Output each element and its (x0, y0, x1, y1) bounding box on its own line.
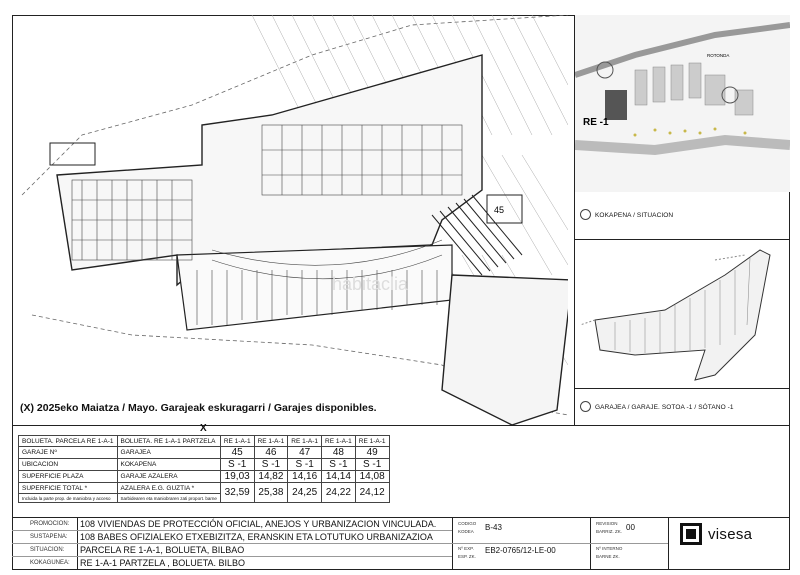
kokagunea-value: RE 1-A-1 PARTZELA , BOLUETA. BILBO (80, 558, 246, 568)
selected-mark: X (200, 423, 207, 434)
header-cell: RE 1-A-1 (254, 436, 288, 447)
situation-caption: KOKAPENA / SITUACION (595, 212, 674, 219)
header-cell: RE 1-A-1 (220, 436, 254, 447)
table-cell: 46 (254, 447, 288, 459)
table-cell: 45 (220, 447, 254, 459)
garage-key-plan (575, 240, 790, 388)
title-block-rule (12, 543, 452, 544)
row-label-es: SUPERFICIE TOTAL * (19, 483, 118, 494)
table-cell: S -1 (355, 459, 389, 471)
table-cell: 24,12 (355, 483, 389, 503)
watermark: habitaclia (332, 274, 409, 294)
barriz-label: BARRIZ. ZK. (596, 529, 623, 534)
row-label-es: GARAJE Nº (19, 447, 118, 459)
kokagunea-label: KOKAGUNEA: (30, 560, 70, 566)
row-label-es: UBICACION (19, 459, 118, 471)
exp-value: EB2-0765/12-LE-00 (485, 546, 556, 555)
situation-map (575, 15, 790, 192)
title-block-rule (12, 556, 452, 557)
table-cell: 24,25 (288, 483, 322, 503)
table-cell: 48 (322, 447, 356, 459)
garage-floor-plan (12, 15, 568, 425)
table-cell: 49 (355, 447, 389, 459)
table-cell: S -1 (220, 459, 254, 471)
kodea-label: KODEA (458, 529, 474, 534)
row-label-eu: GARAJE AZALERA (117, 471, 220, 483)
garage-caption: GARAJEA / GARAJE. SOTOA -1 / SÓTANO -1 (595, 404, 734, 411)
title-block-rule (452, 543, 668, 544)
table-cell: S -1 (254, 459, 288, 471)
plan-bottom-divider (12, 425, 790, 426)
note-es: Incluida la parte prop. de maniobra y acceso (19, 494, 118, 503)
table-cell: 14,08 (355, 471, 389, 483)
codigo-label: CODIGO (458, 521, 477, 526)
barne-label: BARNE ZK. (596, 554, 620, 559)
title-block-rule (12, 530, 452, 531)
row-label-eu: AZALERA E.G. GUZTIA * (117, 483, 220, 494)
interno-label: Nº INTERNO (596, 546, 623, 551)
table-cell: 14,16 (288, 471, 322, 483)
revision-value: 00 (626, 523, 635, 532)
situacion-value: PARCELA RE 1-A-1, BOLUETA, BILBAO (80, 545, 245, 555)
table-row (19, 459, 390, 471)
brand-name: visesa (708, 526, 753, 543)
codigo-value: B-43 (485, 523, 502, 532)
header-cell: BOLUETA. PARCELA RE 1-A-1 (19, 436, 118, 447)
table-cell: 25,38 (254, 483, 288, 503)
re-1-label: RE -1 (583, 117, 609, 128)
table-row (19, 471, 390, 483)
promocion-label: PROMOCION: (30, 521, 70, 527)
garage-table (18, 435, 390, 503)
situation-caption-box (575, 192, 790, 240)
situation-map-panel (575, 15, 790, 192)
title-block-divider (668, 517, 669, 570)
table-header-row (19, 436, 390, 447)
row-label-eu: KOKAPENA (117, 459, 220, 471)
table-row (19, 447, 390, 459)
sustapena-label: SUSTAPENA: (30, 534, 68, 540)
table-cell: 24,22 (322, 483, 356, 503)
table-cell: S -1 (322, 459, 356, 471)
table-cell: 19,03 (220, 471, 254, 483)
table-cell: S -1 (288, 459, 322, 471)
availability-title: (X) 2025eko Maiatza / Mayo. Garajeak eskuragarri / Garajes disponibles. (20, 402, 377, 414)
visesa-logo-icon (680, 523, 702, 545)
header-cell: RE 1-A-1 (288, 436, 322, 447)
revision-label: REVISION (596, 521, 618, 526)
table-row (19, 483, 390, 494)
header-cell: RE 1-A-1 (322, 436, 356, 447)
highlighted-space-number: 45 (494, 205, 505, 215)
sustapena-value: 108 BABES OFIZIALEKO ETXEBIZITZA, ERANSKIN ETA LOTUTUKO URBANIZAZIOA (80, 532, 433, 542)
header-cell: BOLUETA. RE 1-A-1 PARTZELA (117, 436, 220, 447)
road-label: ROTONDA (707, 53, 730, 58)
row-label-eu: GARAJEA (117, 447, 220, 459)
promocion-value: 108 VIVIENDAS DE PROTECCIÓN OFICIAL, ANEJOS Y URBANIZACION VINCULADA. (80, 519, 437, 529)
row-label-es: SUPERFICIE PLAZA (19, 471, 118, 483)
header-cell: RE 1-A-1 (355, 436, 389, 447)
situacion-label: SITUACION: (30, 547, 65, 553)
garage-caption-box (575, 388, 790, 425)
table-cell: 32,59 (220, 483, 254, 503)
table-cell: 14,14 (322, 471, 356, 483)
north-arrow-icon (580, 401, 591, 412)
exp-label: Nº EXP. (458, 546, 474, 551)
north-arrow-icon (580, 209, 591, 220)
table-cell: 14,82 (254, 471, 288, 483)
note-eu: Sarbidearen eta maniobraren zati proport. barne (117, 494, 220, 503)
table-cell: 47 (288, 447, 322, 459)
garage-key-plan-panel (575, 240, 790, 388)
esp-label: ESP. ZK. (458, 554, 476, 559)
